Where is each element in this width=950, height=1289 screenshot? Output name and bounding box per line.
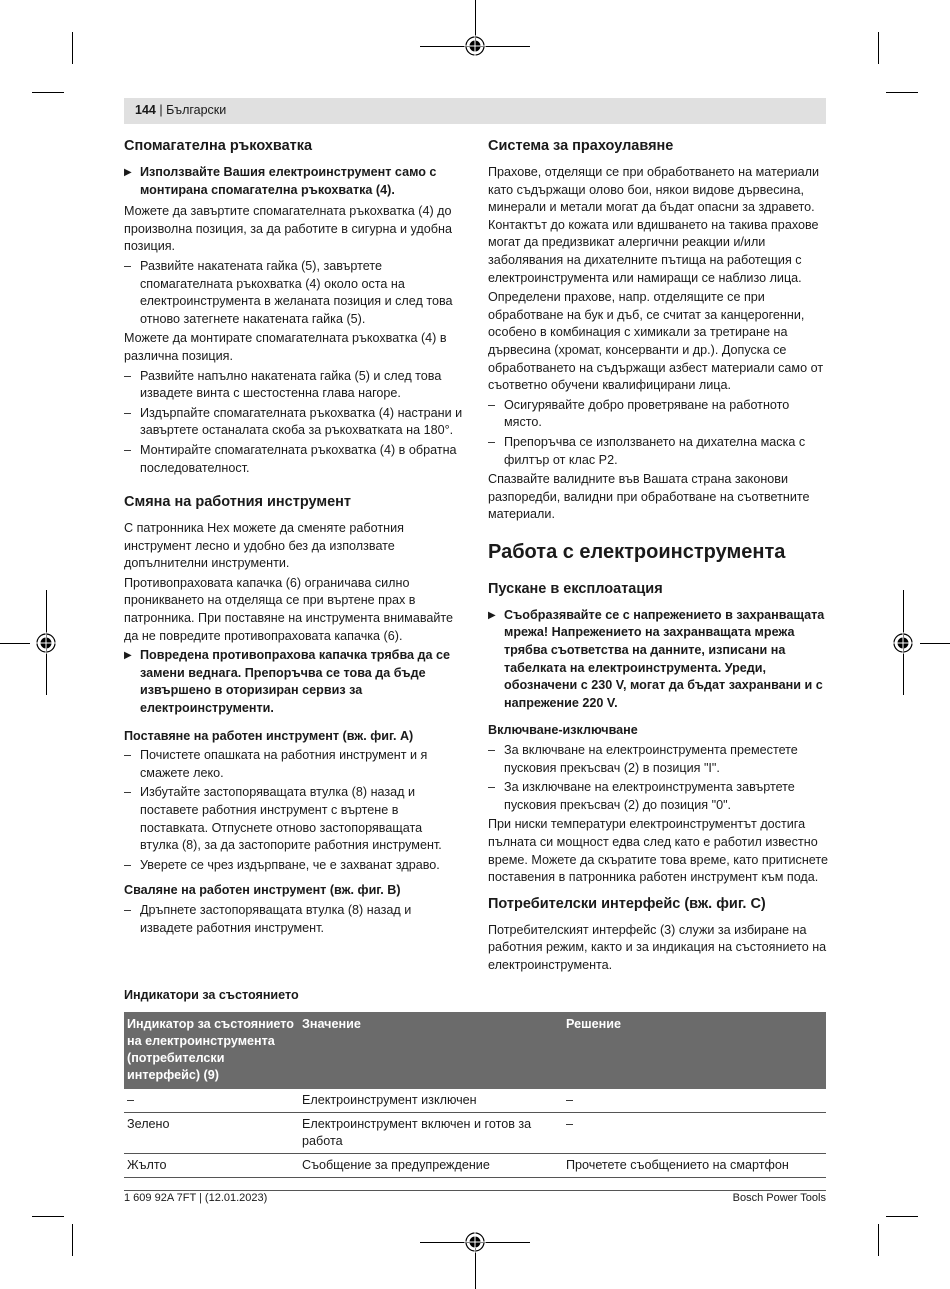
paragraph: Можете да монтирате спомагателната ръкохватка (4) в различна позиция.: [124, 331, 447, 363]
table-header-row: [124, 1012, 826, 1089]
chapter-title: Работа с електроинструмента: [488, 540, 786, 563]
crop-mark: [886, 1216, 918, 1217]
table-row: [124, 1113, 826, 1154]
warning-arrow-icon: ▶: [488, 609, 496, 621]
list-item: – Издърпайте спомагателната ръкохватка (4) настрани и завъртете останалата скоба за ръкохватката на 180°.: [124, 405, 463, 438]
warning-item: ▶ Съобразявайте се с напрежението в захранващата мрежа! Напрежението на захранващата мрежа трябва съответства на данните, изписани на табелката на електроинструмента. Уреди, обозначени с 230 V, могат да бъдат захранвани и с напрежение 220 V.: [488, 607, 825, 710]
list-item: – Дръпнете застопоряващата втулка (8) назад и извадете работния инструмент.: [124, 902, 412, 935]
section-title: Система за прахоулавяне: [488, 138, 674, 154]
subsection-title: Сваляне на работен инструмент (вж. фиг. B): [124, 883, 401, 898]
crop-mark: [878, 1224, 879, 1256]
table-row: [124, 1089, 826, 1113]
table-row: [124, 1154, 826, 1178]
list-item: – Монтирайте спомагателната ръкохватка (4) в обратна последователност.: [124, 442, 457, 475]
list-item: – За изключване на електроинструмента завъртете пусковия прекъсвач (2) до позиция "0".: [488, 780, 795, 812]
crop-mark: [475, 1248, 476, 1289]
registration-mark-icon: [35, 632, 57, 654]
language-label: Български: [166, 103, 227, 117]
table-cell: Електроинструмент включен и готов за работа: [299, 1113, 563, 1154]
paragraph: При ниски температури електроинструментът достига пълната си мощност едва след като е работил известно време. Можете да скъратите това време, като притиснете поставения в патронника работен инструмент към пода.: [488, 817, 828, 885]
section-title: Спомагателна ръкохватка: [124, 138, 313, 154]
crop-mark: [32, 1216, 64, 1217]
table-cell: Зелено: [124, 1113, 299, 1154]
paragraph: Определени прахове, напр. отделящите се при обработване на бук и дъб, се считат за канцерогенни, особено в комбинация с химикали за третиране на дървесина (хромат, консерванти и др.). Допуска се обработването на съдържащи азбест материали само от съответно обучени квалифицирани лица.: [488, 290, 824, 393]
crop-mark: [32, 92, 64, 93]
registration-mark-icon: [464, 35, 486, 57]
paragraph: С патронника Hex можете да сменяте работния инструмент лесно и удобно без да използвате допълнителни инструменти.: [124, 521, 404, 571]
table-cell: –: [563, 1113, 826, 1154]
list-item: – Осигурявайте добро проветряване на работното място.: [488, 397, 790, 430]
table-cell: –: [124, 1089, 299, 1113]
crop-mark: [72, 1224, 73, 1256]
page-footer: [124, 1190, 826, 1204]
crop-mark: [0, 643, 30, 644]
paragraph: Можете да завъртите спомагателната ръкохватка (4) до произволна позиция, за да работите в сигурна и удобна позиция.: [124, 204, 452, 254]
left-column: [124, 137, 464, 939]
section-title: Потребителски интерфейс (вж. фиг. C): [488, 895, 766, 912]
table-cell: –: [563, 1089, 826, 1113]
page-header: 144 | Български: [124, 98, 826, 124]
warning-arrow-icon: ▶: [124, 650, 132, 662]
table-cell: Електроинструмент изключен: [299, 1089, 563, 1113]
list-item: – Уверете се чрез издърпване, че е захванат здраво.: [124, 857, 440, 872]
status-table: [124, 1012, 826, 1178]
registration-mark-icon: [464, 1231, 486, 1253]
table-header-cell: Значение: [299, 1012, 563, 1089]
warning-arrow-icon: ▶: [124, 167, 132, 178]
brand-label: Bosch Power Tools: [732, 1192, 826, 1204]
paragraph: Потребителският интерфейс (3) служи за избиране на работния режим, както и за индикация на състоянието на електроинструмента.: [488, 922, 827, 972]
document-id: 1 609 92A 7FT | (12.01.2023): [124, 1192, 268, 1204]
crop-mark: [72, 32, 73, 64]
crop-mark: [920, 643, 950, 644]
list-item: – За включване на електроинструмента преместете пусковия прекъсвач (2) в позиция "I".: [488, 743, 798, 775]
paragraph: Спазвайте валидните във Вашата страна законови разпоредби, валидни при обработване на съответните материали.: [488, 472, 810, 522]
table-cell: Прочетете съобщението на смартфон: [563, 1154, 826, 1178]
list-item: – Избутайте застопоряващата втулка (8) назад и поставете работния инструмент с въртене в поставката. Отпуснете отново застопоряващата втулка (8), за да застопорите работния инструмент.: [124, 785, 442, 853]
crop-mark: [878, 32, 879, 64]
list-item: – Почистете опашката на работния инструмент и я смажете леко.: [124, 748, 428, 780]
subsection-title: Включване-изключване: [488, 723, 638, 738]
table-cell: Съобщение за предупреждение: [299, 1154, 563, 1178]
paragraph: Прахове, отделящи се при обработването на материали като съдържащи олово бои, някои видове дървесина, минерали и метали могат да бъдат опасни за здравето. Контактът до кожата или вдишването на такива прахове могат да предизвикат алергични реакции и/или заболявания на дихателните пътища на работещия с електроинструмента или намиращи се наблизо лица.: [488, 165, 820, 285]
table-header-cell: Индикатор за състоянието на електроинструмента (потребителски интерфейс) (9): [124, 1012, 299, 1089]
table-title: Индикатори за състоянието: [124, 988, 299, 1002]
right-column: [488, 137, 828, 977]
section-title: Смяна на работния инструмент: [124, 494, 352, 511]
page-number: 144: [135, 103, 156, 117]
crop-mark: [886, 92, 918, 93]
registration-mark-icon: [892, 632, 914, 654]
list-item: – Развийте напълно накатената гайка (5) и след това извадете винта с шестостенна глава нагоре.: [124, 368, 442, 401]
table-header-cell: Решение: [563, 1012, 826, 1089]
warning-item: ▶ Използвайте Вашия електроинструмент само с монтирана спомагателна ръкохватка (4).: [124, 165, 437, 197]
paragraph: Противопраховата капачка (6) ограничава силно проникването на отделяща се при въртене прах в патронника. При поставяне на инструмента внимавайте да не повредите противопраховата капачка (6).: [124, 575, 454, 643]
subsection-title: Поставяне на работен инструмент (вж. фиг. A): [124, 728, 414, 743]
table-cell: Жълто: [124, 1154, 299, 1178]
section-title: Пускане в експлоатация: [488, 580, 663, 597]
list-item: – Препоръчва се използването на дихателна маска с филтър от клас P2.: [488, 434, 806, 467]
list-item: – Развийте накатената гайка (5), завъртете спомагателната ръкохватка (4) около оста на електроинструмента в желаната позиция и след това отново затегнете накатената гайка (5).: [124, 258, 453, 326]
warning-item: ▶ Повредена противопрахова капачка трябва да се замени веднага. Препоръчва се това да бъде извършено в оторизиран сервиз за електроинструменти.: [124, 648, 451, 716]
